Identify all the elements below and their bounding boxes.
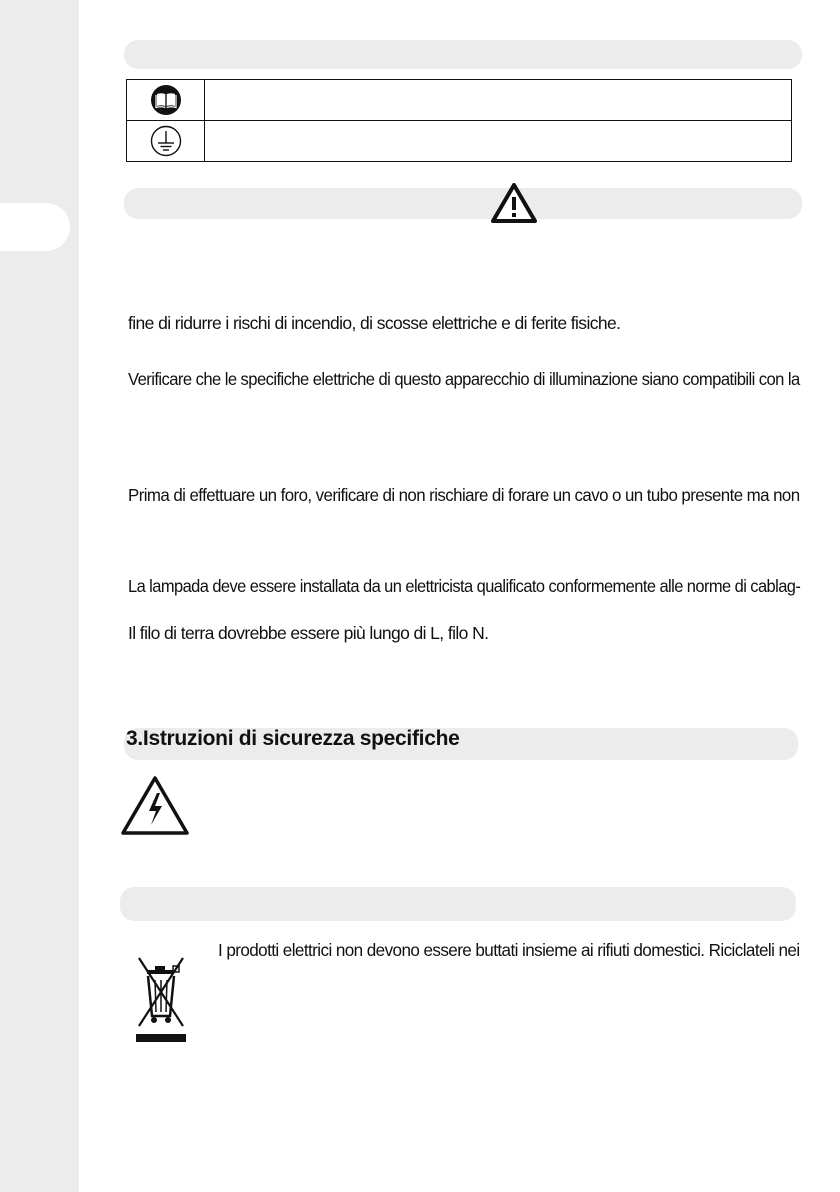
body-text-line: Prima di effettuare un foro, verificare di non rischiare di forare un cavo o un tubo presente ma non (128, 485, 800, 505)
symbols-table-row (127, 120, 791, 161)
weee-crossed-bin-icon (133, 952, 189, 1044)
symbols-table-icon-cell (127, 80, 205, 120)
chapter-tab (0, 203, 70, 251)
section-bar-general-safety (124, 188, 802, 219)
body-text-line: Verificare che le specifiche elettriche di questo apparecchio di illuminazione siano compatibili con la (128, 369, 800, 389)
section-bar-symbols (124, 40, 802, 69)
body-text-line: Il filo di terra dovrebbe essere più lungo di L, filo N. (128, 623, 489, 643)
body-text-line: fine di ridurre i rischi di incendio, di scosse elettriche e di ferite fisiche. (128, 313, 621, 333)
section-heading: 3.Istruzioni di sicurezza specifiche (126, 727, 460, 750)
manual-book-icon (150, 84, 182, 116)
earth-ground-icon (150, 125, 182, 157)
symbols-table-icon-cell (127, 121, 205, 161)
warning-triangle-icon (490, 182, 538, 224)
electric-shock-warning-icon (120, 775, 190, 836)
page-margin-strip (0, 0, 79, 1192)
section-bar-disposal (120, 887, 796, 921)
symbols-table (126, 79, 792, 162)
body-text-line: La lampada deve essere installata da un elettricista qualificato conformemente alle norme di cablag- (128, 576, 801, 596)
symbols-table-row (127, 80, 791, 120)
body-text-line: I prodotti elettrici non devono essere buttati insieme ai rifiuti domestici. Riciclateli nei (218, 940, 800, 960)
